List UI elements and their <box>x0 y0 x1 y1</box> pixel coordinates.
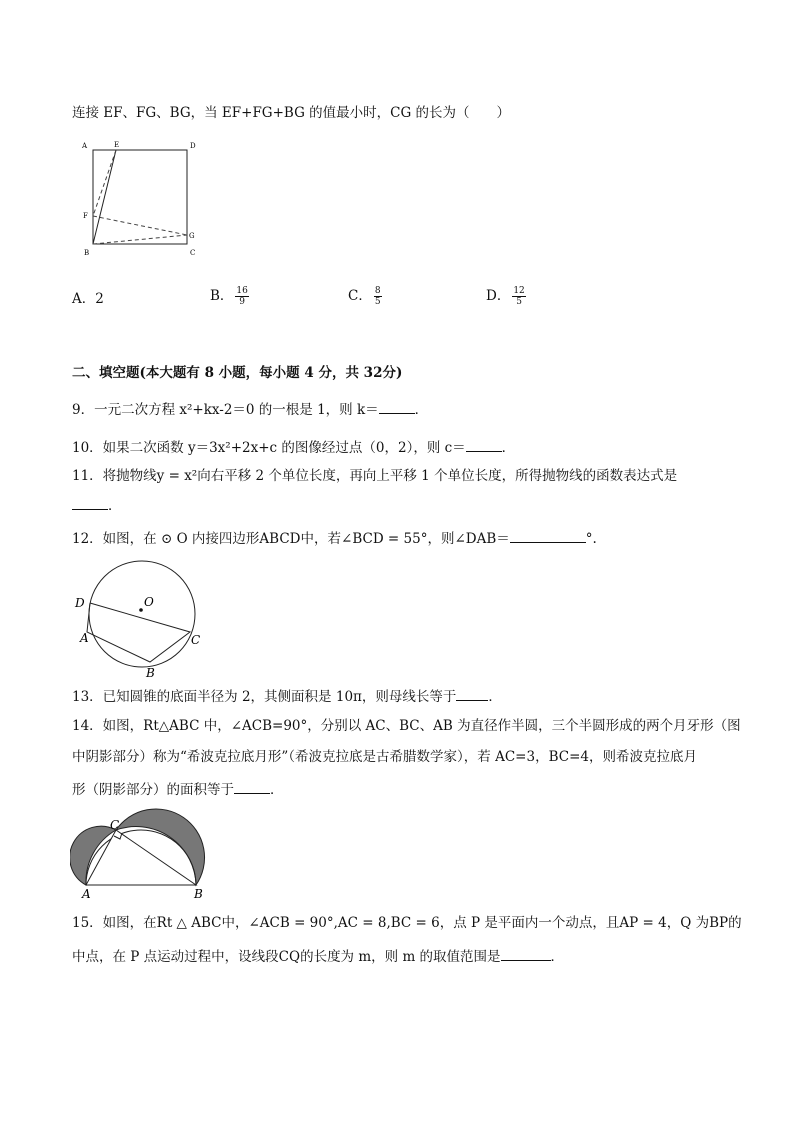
q12-label-B: B <box>146 666 155 680</box>
q9-answer-blank[interactable] <box>379 399 415 414</box>
q8-label-A: A <box>82 142 88 150</box>
q12-center-dot <box>139 608 143 612</box>
q12-quadrilateral <box>87 603 190 662</box>
q8-line-BG <box>93 235 187 244</box>
q13-answer-blank[interactable] <box>456 686 488 701</box>
q14-line1: 14．如图，Rt△ABC 中，∠ACB=90°，分别以 AC、BC、AB 为直径作半圆，三个半圆形成的两个月牙形（图 <box>72 718 741 734</box>
q8-option-b: B． $\frac{16}{9}$ <box>210 286 248 307</box>
q14-label-B: B <box>194 887 203 901</box>
q15-line2: 中点，在 P 点运动过程中，设线段CQ的长度为 m，则 m 的取值范围是 ． <box>72 946 564 966</box>
q14-answer-blank[interactable] <box>234 779 270 794</box>
q8-stem: 连接 EF、FG、BG，当 EF+FG+BG 的值最小时，CG 的长为（ ） <box>72 105 511 121</box>
section-heading: 二、填空题(本大题有 8 小题，每小题 4 分，共 32分) <box>72 365 403 381</box>
q8-square <box>93 150 187 244</box>
q8-line-EB <box>93 150 116 244</box>
q8-option-c: C． $\frac{8}{5}$ <box>348 286 381 307</box>
q14-line2: 中阴影部分）称为“希波克拉底月形”（希波克拉底是古希腊数学家），若 AC=3，BC=4，则希波克拉底月 <box>72 749 697 765</box>
q8-option-d: D． $\frac{12}{5}$ <box>486 286 525 307</box>
q12-label-D: D <box>75 596 85 610</box>
q14-label-A: A <box>82 887 91 901</box>
q14-figure <box>70 808 216 904</box>
q12-circle <box>89 561 195 667</box>
q8-label-B: B <box>84 249 90 257</box>
q15-answer-blank[interactable] <box>501 946 551 961</box>
q8-label-E: E <box>114 141 120 149</box>
q11-answer-blank[interactable] <box>72 495 108 510</box>
q11-answer-line: ． <box>72 495 122 515</box>
q12-label-O: O <box>144 595 154 609</box>
q8-line-FG <box>93 216 187 235</box>
q12-label-C: C <box>191 633 201 647</box>
q12-label-A: A <box>80 631 89 645</box>
q8-label-D: D <box>190 142 196 150</box>
q8-label-F: F <box>83 212 88 220</box>
q12: 12．如图，在 ⊙ O 内接四边形ABCD中，若∠BCD = 55°，则∠DAB＝ °. <box>72 528 597 548</box>
q11: 11．将抛物线y = x²向右平移 2 个单位长度，再向上平移 1 个单位长度，所得抛物线的函数表达式是 <box>72 468 678 484</box>
q8-option-d-fraction: $\frac{12}{5}$ <box>513 286 525 307</box>
q8-option-b-fraction: $\frac{16}{9}$ <box>236 286 248 307</box>
q14-line3: 形（阴影部分）的面积等于 ． <box>72 779 284 799</box>
q14-label-C: C <box>110 818 120 832</box>
q8-option-a: A．2 <box>72 291 104 307</box>
q8-line-EF <box>93 150 116 216</box>
q8-figure <box>76 138 206 263</box>
q15-line1: 15．如图，在Rt △ ABC中，∠ACB = 90°,AC = 8,BC = 6，点 P 是平面内一个动点，且AP = 4，Q 为BP的 <box>72 915 742 931</box>
q10: 10．如果二次函数 y＝3x²+2x+c 的图像经过点（0，2），则 c＝ ． <box>72 437 515 457</box>
q13: 13．已知圆锥的底面半径为 2，其侧面积是 10π，则母线长等于 ． <box>72 686 502 706</box>
q9: 9．一元二次方程 x²+kx-2＝0 的一根是 1，则 k＝ ． <box>72 399 428 419</box>
q8-option-c-fraction: $\frac{8}{5}$ <box>374 286 381 307</box>
q10-answer-blank[interactable] <box>466 437 502 452</box>
q8-label-C: C <box>190 249 196 257</box>
q8-label-G: G <box>189 232 195 240</box>
q12-figure <box>72 556 212 682</box>
q12-answer-blank[interactable] <box>510 528 586 543</box>
